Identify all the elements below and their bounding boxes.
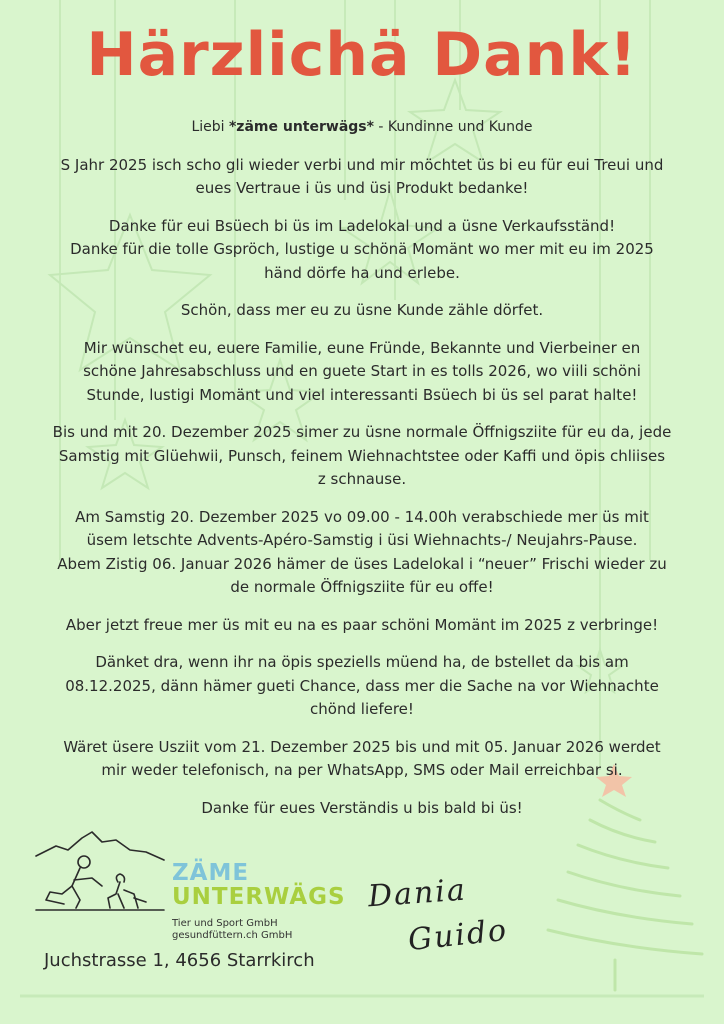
paragraph-7: Aber jetzt freue mer üs mit eu na es paar schöni Momänt im 2025 z verbringe!: [65, 615, 659, 634]
paragraph-3: Schön, dass mer eu zu üsne Kunde zähle dörfet.: [180, 301, 544, 319]
paragraph-9: Wäret üsere Usziit vom 21. Dezember 2025 bis und mit 05. Januar 2026 werdet mir weder telefonisch, na per WhatsApp, SMS oder Mail erreichbar si.: [63, 737, 661, 779]
paragraph-2: Danke für eui Bsüech bi üs im Ladelokal und a üsne Verkaufsständ! Danke für die tolle Gspröch, lustige u schönä Momänt wo mer mit eu im 2025 händ dörfe ha und erlebe.: [70, 216, 654, 282]
company-name-2: gesundfüttern.ch GmbH: [172, 930, 293, 941]
paragraph-8: Dänket dra, wenn ihr na öpis speziells müend ha, de bstellet da bis am 08.12.2025, dänn hämer gueti Chance, dass mer die Sache na vor Wiehnachte chönd liefere!: [65, 653, 659, 718]
signature-2: Guido: [406, 912, 510, 959]
paragraph-6: Am Samstig 20. Dezember 2025 vo 09.00 - 14.00h verabschiede mer üs mit üsem letschte Advents-Apéro-Samstig i üsi Wiehnachts-/ Neujahrs-Pause. Abem Zistig 06. Januar 2026 hämer de üses Ladelokal i “neuer” Frischi wieder zu de normale Öffnigsziite für eu offe!: [57, 507, 667, 596]
greeting: Liebi *zäme unterwägs* - Kundinne und Kunde: [191, 119, 533, 135]
letter-body: [30, 116, 694, 834]
page-title: Härzlichä Dank!: [86, 20, 638, 90]
logo-word-2: UNTERWÄGS: [172, 884, 346, 910]
paragraph-5: Bis und mit 20. Dezember 2025 simer zu üsne normale Öffnigsziite für eu da, jede Samstig mit Glüehwii, Punsch, feinem Wiehnachtstee oder Kaffi und öpis chliises z schnause.: [52, 423, 672, 488]
signature-1: Dania: [366, 872, 468, 915]
company-name-1: Tier und Sport GmbH: [172, 918, 278, 929]
logo-word-1: ZÄME: [172, 860, 250, 886]
address: Juchstrasse 1, 4656 Starrkirch: [44, 950, 315, 971]
brand-name: *zäme unterwägs*: [228, 119, 374, 135]
paragraph-1: S Jahr 2025 isch scho gli wieder verbi und mir möchtet üs bi eu für eui Treui und eues Vertraue i üs und üsi Produkt bedanke!: [60, 155, 664, 197]
paragraph-4: Mir wünschet eu, euere Familie, eune Fründe, Bekannte und Vierbeiner en schöne Jahresabschluss und en guete Start in es tolls 2026, wo viili schöni Stunde, lustigi Momänt und viel interessanti Bsüech bi üs sel parat halte!: [83, 338, 641, 404]
paragraph-10: Danke für eues Verständis u bis bald bi üs!: [201, 798, 523, 817]
